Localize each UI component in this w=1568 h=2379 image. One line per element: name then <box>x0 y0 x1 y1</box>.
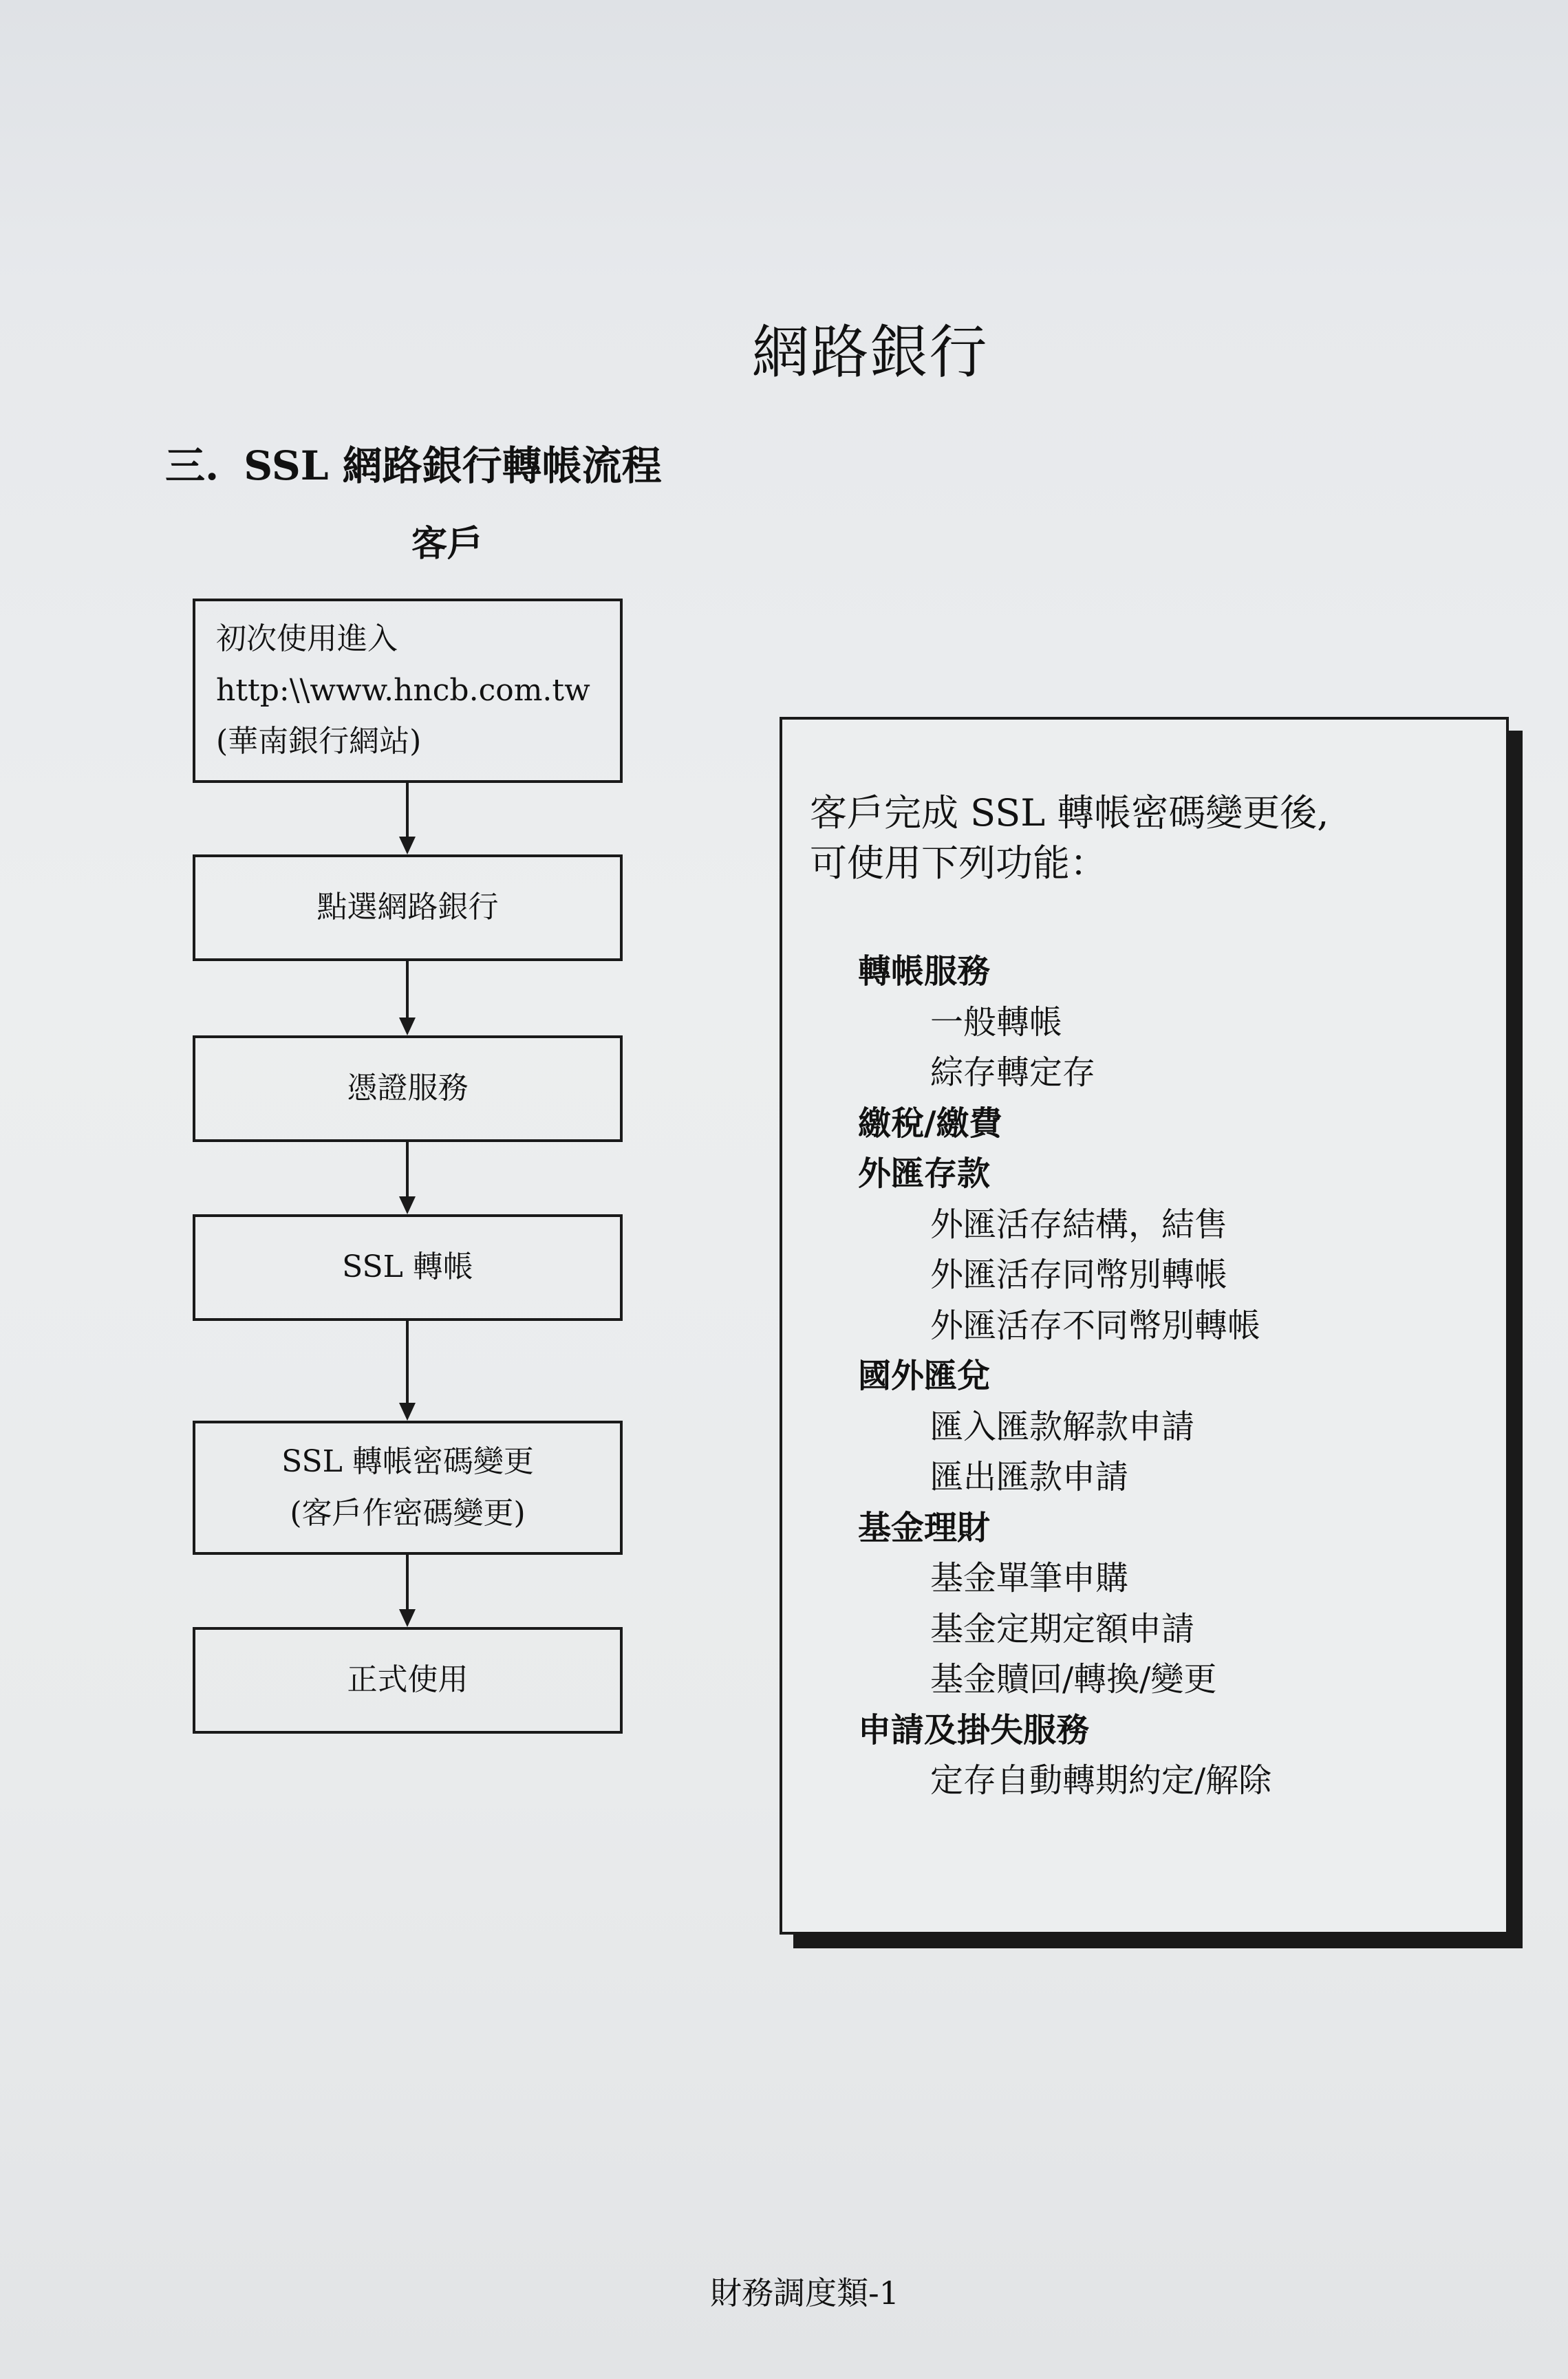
feature-item: 外匯活存同幣別轉帳 <box>930 1256 1228 1294</box>
flow-step-line: SSL 轉帳密碼變更 <box>281 1443 534 1479</box>
flow-step-line: (客戶作密碼變更) <box>290 1495 526 1531</box>
flow-arrow <box>399 783 416 854</box>
flow-step-line: 初次使用進入 <box>216 621 398 656</box>
feature-item: 外匯活存不同幣別轉帳 <box>930 1306 1261 1345</box>
feature-item: 外匯活存結構，結售 <box>930 1205 1228 1244</box>
feature-panel-intro <box>810 788 1329 889</box>
feature-category: 轉帳服務 <box>858 952 991 991</box>
feature-item: 基金單筆申購 <box>930 1559 1129 1597</box>
flow-arrow <box>399 1555 416 1627</box>
section-title <box>165 442 662 489</box>
flow-step-password-change <box>193 1421 623 1555</box>
feature-item: 定存自動轉期約定/解除 <box>930 1761 1272 1800</box>
feature-category: 基金理財 <box>858 1508 991 1547</box>
section-title-text: SSL 網路銀行轉帳流程 <box>244 442 662 489</box>
feature-panel-intro-line: 客戶完成 SSL 轉帳密碼變更後, <box>810 791 1329 835</box>
feature-item: 匯出匯款申請 <box>930 1458 1129 1496</box>
flow-step-select-netbank <box>193 854 623 961</box>
feature-category: 繳稅/繳費 <box>858 1104 1002 1143</box>
actor-label: 客戶 <box>411 523 483 565</box>
feature-item: 基金定期定額申請 <box>930 1609 1195 1648</box>
flow-arrow <box>399 1142 416 1214</box>
flow-step-line: (華南銀行網站) <box>216 724 422 760</box>
flow-step-line: 憑證服務 <box>347 1070 469 1106</box>
flow-step-ssl-transfer <box>193 1214 623 1321</box>
flow-arrow <box>399 1321 416 1421</box>
feature-category: 申請及掛失服務 <box>858 1710 1090 1750</box>
flow-step-line: SSL 轉帳 <box>342 1249 473 1285</box>
section-number: 三. <box>165 442 219 489</box>
feature-panel-intro-line: 可使用下列功能： <box>810 841 1107 885</box>
flow-step-line: 正式使用 <box>347 1662 469 1698</box>
flow-step-first-visit <box>193 599 623 783</box>
feature-panel <box>780 717 1509 1935</box>
flow-step-certificate-service <box>193 1035 623 1142</box>
flow-step-official-use <box>193 1627 623 1734</box>
page-footer: 財務調度類-1 <box>710 2274 899 2312</box>
feature-item: 基金贖回/轉換/變更 <box>930 1660 1217 1699</box>
flow-step-line: http:\\www.hncb.com.tw <box>216 672 590 708</box>
feature-item: 匯入匯款解款申請 <box>930 1407 1195 1446</box>
feature-category: 國外匯兌 <box>858 1357 991 1395</box>
flow-arrow <box>399 961 416 1035</box>
feature-category: 外匯存款 <box>858 1154 991 1193</box>
feature-list <box>858 947 1271 1807</box>
feature-item: 綜存轉定存 <box>930 1053 1096 1092</box>
page-title: 網路銀行 <box>751 319 989 386</box>
feature-item: 一般轉帳 <box>930 1002 1063 1042</box>
flow-step-line: 點選網路銀行 <box>316 890 499 925</box>
